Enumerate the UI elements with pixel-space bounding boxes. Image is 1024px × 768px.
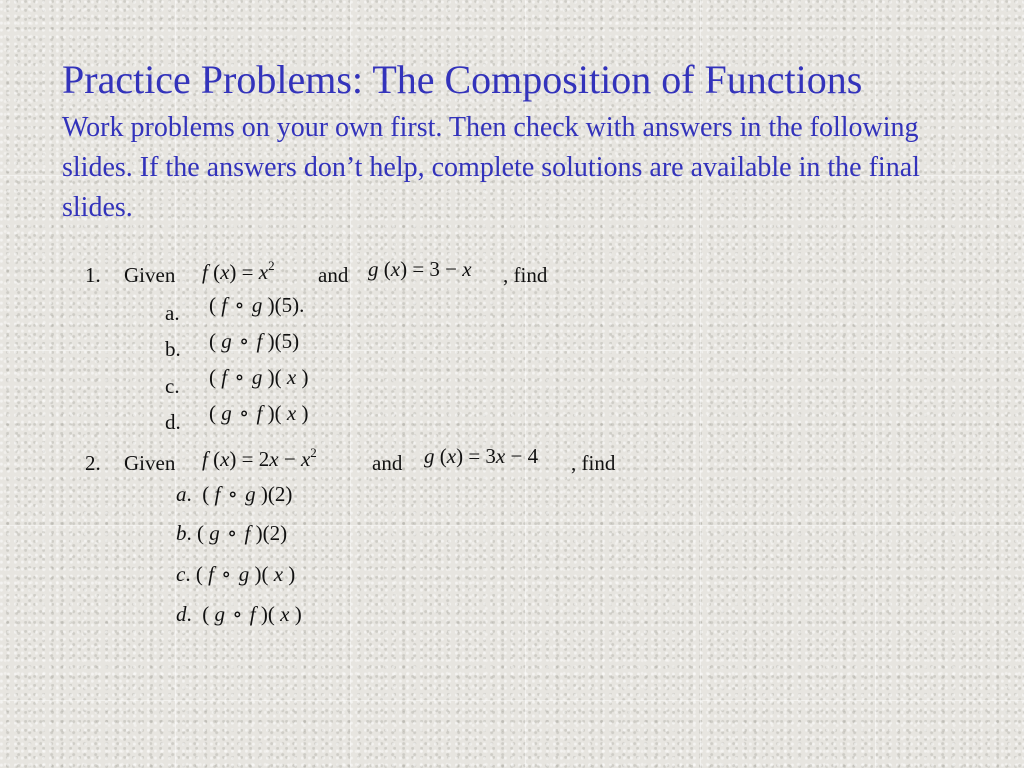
problem-2-given-label: Given	[124, 451, 176, 475]
problem-2-find-label: , find	[571, 451, 616, 475]
problem-1-part-c-expr: ( f ∘ g )( x )	[209, 365, 309, 389]
problem-1-find-label: , find	[503, 263, 548, 287]
problem-2-f-definition: f $(x) = 2x - x^2$	[202, 445, 317, 471]
problem-2-connector: and	[372, 451, 403, 475]
slide-subtitle: Work problems on your own first. Then check with answers in the following slides. If the answers don’t help, complete solutions are available in the final slides.	[62, 112, 920, 223]
problem-1-part-c-label: c.	[165, 374, 180, 398]
problem-1-g-definition: g (x) = 3 − x	[368, 257, 472, 281]
problem-1-part-b-label: b.	[165, 337, 181, 361]
problem-1-part-d-expr: ( g ∘ f )( x )	[209, 401, 309, 425]
slide-title: Practice Problems: The Composition of Functions	[62, 57, 863, 102]
problem-1-part-b-expr: ( g ∘ f )(5)	[209, 329, 300, 353]
problem-2-number: 2.	[85, 451, 101, 475]
problem-1-f-definition: f $(x) = x^2$	[202, 258, 275, 284]
problem-2-part-d: d. ( g ∘ f )( x )	[176, 602, 302, 626]
problem-1-connector: and	[318, 263, 349, 287]
problem-1-part-a-label: a.	[165, 301, 180, 325]
problem-1-given-label: Given	[124, 263, 176, 287]
problem-2-part-b: b. ( g ∘ f )(2)	[176, 521, 288, 545]
problem-2-part-a: a. ( f ∘ g )(2)	[176, 482, 293, 506]
problem-2-g-definition: g (x) = 3x − 4	[424, 444, 539, 468]
problem-2-part-c: c. ( f ∘ g )( x )	[176, 562, 296, 586]
problem-1-number: 1.	[85, 263, 101, 287]
problem-1-part-d-label: d.	[165, 410, 181, 434]
problem-1-part-a-expr: ( f ∘ g )(5).	[209, 293, 305, 317]
